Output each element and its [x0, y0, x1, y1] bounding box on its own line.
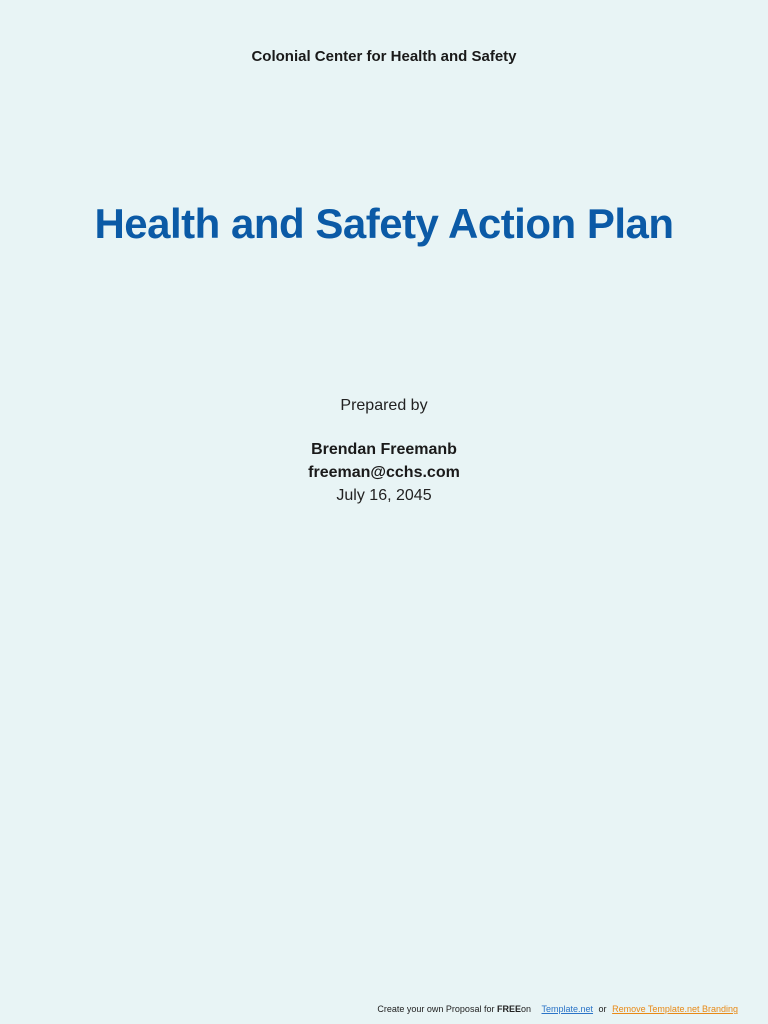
remove-branding-link[interactable]: Remove Template.net Branding [612, 1004, 738, 1014]
prepared-by-label: Prepared by [340, 397, 428, 414]
footer-prefix: Create your own Proposal for [377, 1004, 497, 1014]
prepared-by-block [0, 397, 768, 505]
footer-free: FREE [496, 1004, 521, 1014]
footer-or: or [598, 1004, 607, 1014]
author-name: Brendan Freemanb [311, 441, 457, 458]
footer-on: on [520, 1004, 531, 1014]
template-net-link[interactable]: Template.net [541, 1004, 594, 1014]
document-title: Health and Safety Action Plan [94, 200, 674, 247]
document-date: July 16, 2045 [336, 487, 432, 504]
author-email: freeman@cchs.com [308, 464, 460, 481]
footer-branding [377, 1004, 738, 1014]
organization-name: Colonial Center for Health and Safety [251, 48, 517, 65]
